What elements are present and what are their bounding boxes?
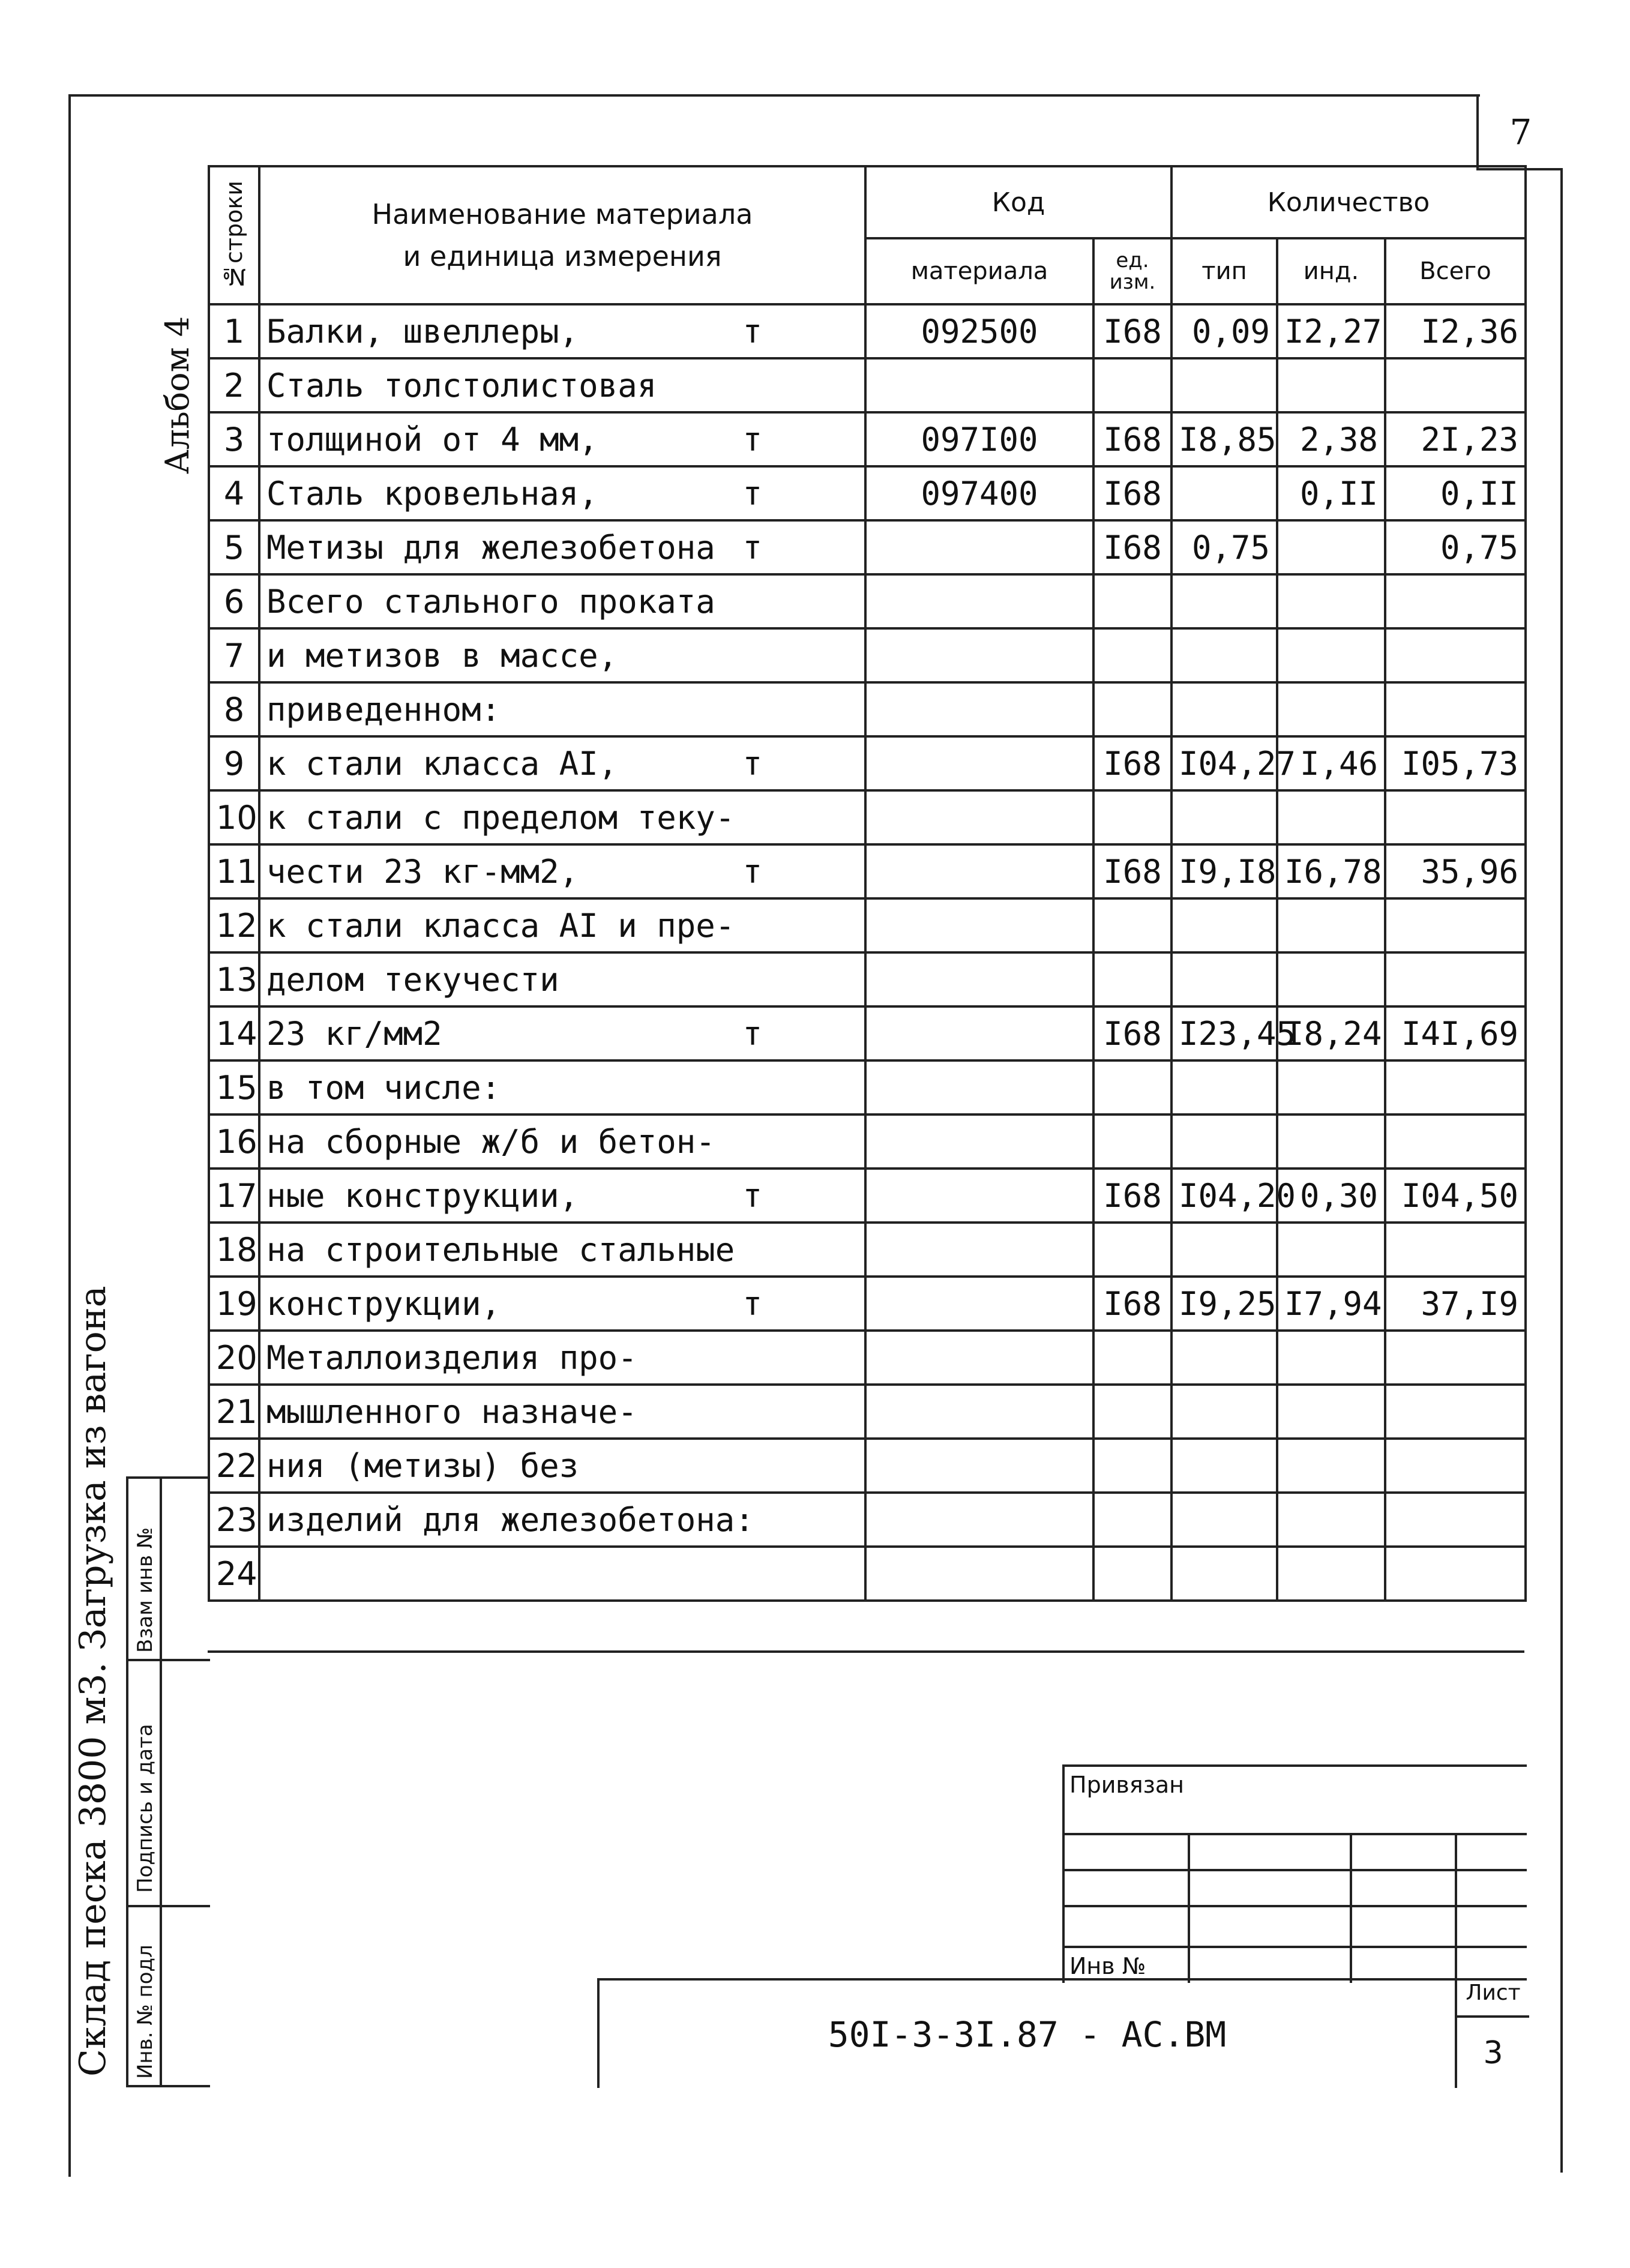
header-name: Наименование материала и единица измерения xyxy=(259,166,865,304)
qty-typ: I04,27 xyxy=(1171,736,1277,790)
sheet-number: 7 xyxy=(1476,96,1563,170)
material-code xyxy=(865,1385,1093,1439)
side-stamp xyxy=(126,1476,210,2087)
material-unit: т xyxy=(742,420,762,459)
qty-typ xyxy=(1171,574,1277,628)
qty-ind xyxy=(1277,1331,1385,1385)
doc-code: 50I-3-3I.87 - АС.ВМ xyxy=(828,2014,1227,2055)
material-name-text: изделий для железобетона: xyxy=(266,1500,754,1539)
material-name xyxy=(259,574,865,628)
qty-total xyxy=(1385,628,1526,682)
qty-typ xyxy=(1171,952,1277,1006)
qty-total xyxy=(1385,898,1526,952)
list-label: Лист xyxy=(1457,1981,1529,2018)
qty-ind: I8,24 xyxy=(1277,1006,1385,1060)
row-number: 24 xyxy=(209,1547,259,1601)
material-name xyxy=(259,412,865,466)
material-name xyxy=(259,1060,865,1114)
qty-total xyxy=(1385,1439,1526,1493)
table-row xyxy=(209,736,1526,790)
unit-code xyxy=(1093,1547,1171,1601)
qty-total: 0,II xyxy=(1385,466,1526,520)
material-unit: т xyxy=(742,852,762,891)
unit-code xyxy=(1093,1223,1171,1277)
qty-typ xyxy=(1171,1439,1277,1493)
header-q-typ: тип xyxy=(1171,238,1277,304)
qty-total: 35,96 xyxy=(1385,844,1526,898)
unit-code: I68 xyxy=(1093,1006,1171,1060)
unit-code xyxy=(1093,1114,1171,1169)
qty-total xyxy=(1385,952,1526,1006)
qty-typ: I8,85 xyxy=(1171,412,1277,466)
table-row xyxy=(209,520,1526,574)
material-name-text: 23 кг/мм2 xyxy=(266,1014,442,1053)
project-title: Склад песка 3800 м3. Загрузка из вагона xyxy=(72,1286,114,2077)
unit-code xyxy=(1093,574,1171,628)
row-number: 19 xyxy=(209,1277,259,1331)
material-name xyxy=(259,304,865,358)
row-number: 22 xyxy=(209,1439,259,1493)
qty-typ xyxy=(1171,1547,1277,1601)
row-number: 15 xyxy=(209,1060,259,1114)
row-number: 18 xyxy=(209,1223,259,1277)
material-name xyxy=(259,628,865,682)
material-code xyxy=(865,736,1093,790)
header-code: Код xyxy=(865,166,1171,238)
material-code xyxy=(865,574,1093,628)
vzam-inv-label: Взам инв № xyxy=(133,1527,157,1653)
unit-code xyxy=(1093,952,1171,1006)
header-row-no: №строки xyxy=(209,166,259,304)
list-number: 3 xyxy=(1483,2035,1503,2071)
unit-code xyxy=(1093,682,1171,736)
qty-typ xyxy=(1171,790,1277,844)
qty-ind xyxy=(1277,358,1385,412)
qty-ind xyxy=(1277,1060,1385,1114)
table-row xyxy=(209,898,1526,952)
table-row xyxy=(209,1385,1526,1439)
qty-total: 37,I9 xyxy=(1385,1277,1526,1331)
material-code xyxy=(865,844,1093,898)
qty-ind xyxy=(1277,1385,1385,1439)
material-name xyxy=(259,1331,865,1385)
material-code: 097I00 xyxy=(865,412,1093,466)
material-name-text: Сталь кровельная, xyxy=(266,474,598,513)
podpis-data-label: Подпись и дата xyxy=(133,1724,157,1893)
material-code xyxy=(865,1547,1093,1601)
material-unit: т xyxy=(742,744,762,783)
qty-typ xyxy=(1171,1493,1277,1547)
qty-total xyxy=(1385,790,1526,844)
qty-ind xyxy=(1277,1223,1385,1277)
material-name-text: на сборные ж/б и бетон- xyxy=(266,1122,715,1161)
row-number: 4 xyxy=(209,466,259,520)
row-number: 8 xyxy=(209,682,259,736)
unit-code: I68 xyxy=(1093,844,1171,898)
qty-ind: I7,94 xyxy=(1277,1277,1385,1331)
qty-total xyxy=(1385,1385,1526,1439)
qty-ind xyxy=(1277,952,1385,1006)
row-number: 20 xyxy=(209,1331,259,1385)
material-name-text: ные конструкции, xyxy=(266,1176,579,1215)
privyazan-label: Привязан xyxy=(1069,1772,1184,1798)
table-row xyxy=(209,304,1526,358)
row-number: 13 xyxy=(209,952,259,1006)
material-unit: т xyxy=(742,1176,762,1215)
material-code: 092500 xyxy=(865,304,1093,358)
material-name-text: толщиной от 4 мм, xyxy=(266,420,598,459)
material-name-text: Метизы для железобетона xyxy=(266,528,715,567)
material-name-text: в том числе: xyxy=(266,1068,501,1107)
table-row xyxy=(209,574,1526,628)
table-row xyxy=(209,1277,1526,1331)
row-number: 12 xyxy=(209,898,259,952)
table-row xyxy=(209,1169,1526,1223)
row-number: 9 xyxy=(209,736,259,790)
qty-total xyxy=(1385,1493,1526,1547)
material-name-text: к стали класса АI, xyxy=(266,744,618,783)
material-unit: т xyxy=(742,312,762,350)
material-name xyxy=(259,682,865,736)
unit-code: I68 xyxy=(1093,304,1171,358)
material-code xyxy=(865,1493,1093,1547)
material-name xyxy=(259,1223,865,1277)
material-code xyxy=(865,1439,1093,1493)
table-row xyxy=(209,358,1526,412)
material-code xyxy=(865,1223,1093,1277)
material-unit: т xyxy=(742,1014,762,1053)
material-code xyxy=(865,682,1093,736)
unit-code xyxy=(1093,1493,1171,1547)
qty-ind: 0,II xyxy=(1277,466,1385,520)
material-name-text: делом текучести xyxy=(266,960,559,999)
qty-total: I4I,69 xyxy=(1385,1006,1526,1060)
header-quantity: Количество xyxy=(1171,166,1526,238)
material-name-text: конструкции, xyxy=(266,1284,501,1323)
qty-total: 0,75 xyxy=(1385,520,1526,574)
qty-total xyxy=(1385,358,1526,412)
material-name xyxy=(259,520,865,574)
qty-typ xyxy=(1171,1331,1277,1385)
qty-total: I05,73 xyxy=(1385,736,1526,790)
qty-typ xyxy=(1171,1385,1277,1439)
table-row xyxy=(209,844,1526,898)
header-q-total: Всего xyxy=(1385,238,1526,304)
qty-typ: I23,45 xyxy=(1171,1006,1277,1060)
table-row xyxy=(209,1547,1526,1601)
row-number: 10 xyxy=(209,790,259,844)
material-code xyxy=(865,1331,1093,1385)
table-row xyxy=(209,628,1526,682)
material-unit: т xyxy=(742,474,762,513)
material-code xyxy=(865,790,1093,844)
material-name xyxy=(259,1385,865,1439)
unit-code xyxy=(1093,358,1171,412)
table-row xyxy=(209,682,1526,736)
material-code xyxy=(865,898,1093,952)
row-number: 14 xyxy=(209,1006,259,1060)
row-number: 2 xyxy=(209,358,259,412)
qty-typ: 0,09 xyxy=(1171,304,1277,358)
qty-ind: I,46 xyxy=(1277,736,1385,790)
qty-ind xyxy=(1277,628,1385,682)
unit-code xyxy=(1093,790,1171,844)
table-row xyxy=(209,466,1526,520)
material-unit: т xyxy=(742,1284,762,1323)
table-row xyxy=(209,1060,1526,1114)
privyazan-block xyxy=(1062,1764,1527,1983)
qty-total xyxy=(1385,1114,1526,1169)
qty-total: 2I,23 xyxy=(1385,412,1526,466)
material-name-text: Сталь толстолистовая xyxy=(266,366,657,405)
qty-ind xyxy=(1277,1493,1385,1547)
qty-total: I04,50 xyxy=(1385,1169,1526,1223)
table-row xyxy=(209,1223,1526,1277)
qty-typ: I9,25 xyxy=(1171,1277,1277,1331)
row-number: 3 xyxy=(209,412,259,466)
qty-typ xyxy=(1171,1060,1277,1114)
unit-code xyxy=(1093,1439,1171,1493)
material-name-text: Всего стального проката xyxy=(266,582,715,621)
frame-top-border xyxy=(68,94,1480,97)
qty-total xyxy=(1385,682,1526,736)
qty-typ: I04,20 xyxy=(1171,1169,1277,1223)
material-name xyxy=(259,1114,865,1169)
material-name-text: мышленного назначе- xyxy=(266,1392,637,1431)
row-number: 23 xyxy=(209,1493,259,1547)
qty-total xyxy=(1385,1547,1526,1601)
row-number: 11 xyxy=(209,844,259,898)
material-name xyxy=(259,358,865,412)
qty-typ xyxy=(1171,628,1277,682)
material-unit: т xyxy=(742,528,762,567)
row-number: 16 xyxy=(209,1114,259,1169)
material-name-text: к стали с пределом теку- xyxy=(266,798,735,837)
material-name-text: и метизов в массе, xyxy=(266,636,618,675)
frame-right-border xyxy=(1560,168,1563,2173)
qty-ind: I2,27 xyxy=(1277,304,1385,358)
qty-typ xyxy=(1171,358,1277,412)
table-row xyxy=(209,412,1526,466)
qty-typ xyxy=(1171,1223,1277,1277)
qty-typ xyxy=(1171,466,1277,520)
material-name xyxy=(259,1493,865,1547)
inv-no-label: Инв № xyxy=(1069,1953,1146,1979)
material-code xyxy=(865,1169,1093,1223)
qty-typ xyxy=(1171,682,1277,736)
qty-total xyxy=(1385,1223,1526,1277)
table-row xyxy=(209,1439,1526,1493)
material-code xyxy=(865,952,1093,1006)
row-number: 5 xyxy=(209,520,259,574)
unit-code: I68 xyxy=(1093,1277,1171,1331)
unit-code: I68 xyxy=(1093,466,1171,520)
material-name xyxy=(259,790,865,844)
header-code-material: материала xyxy=(865,238,1093,304)
material-name xyxy=(259,1277,865,1331)
table-row xyxy=(209,790,1526,844)
row-number: 7 xyxy=(209,628,259,682)
material-name xyxy=(259,898,865,952)
unit-code: I68 xyxy=(1093,412,1171,466)
row-number: 17 xyxy=(209,1169,259,1223)
table-row xyxy=(209,1006,1526,1060)
material-code xyxy=(865,520,1093,574)
qty-total xyxy=(1385,1331,1526,1385)
material-name xyxy=(259,1439,865,1493)
header-code-unit: ед. изм. xyxy=(1093,238,1171,304)
qty-ind xyxy=(1277,898,1385,952)
material-name-text: чести 23 кг-мм2, xyxy=(266,852,579,891)
table-row xyxy=(209,1493,1526,1547)
unit-code xyxy=(1093,628,1171,682)
material-name xyxy=(259,1547,865,1601)
unit-code: I68 xyxy=(1093,1169,1171,1223)
table-row xyxy=(209,1331,1526,1385)
table-row xyxy=(209,952,1526,1006)
unit-code xyxy=(1093,1060,1171,1114)
material-code xyxy=(865,358,1093,412)
qty-ind xyxy=(1277,682,1385,736)
qty-ind: I6,78 xyxy=(1277,844,1385,898)
qty-ind xyxy=(1277,790,1385,844)
header-q-ind: инд. xyxy=(1277,238,1385,304)
material-code xyxy=(865,1114,1093,1169)
unit-code xyxy=(1093,1331,1171,1385)
material-name xyxy=(259,736,865,790)
material-name xyxy=(259,1169,865,1223)
material-name xyxy=(259,952,865,1006)
material-code xyxy=(865,628,1093,682)
qty-total xyxy=(1385,1060,1526,1114)
frame-left-border xyxy=(68,94,71,2177)
row-number: 1 xyxy=(209,304,259,358)
material-name-text: к стали класса АI и пре- xyxy=(266,906,735,945)
unit-code xyxy=(1093,898,1171,952)
material-code xyxy=(865,1006,1093,1060)
material-name-text: Металлоизделия про- xyxy=(266,1338,637,1377)
qty-ind: 2,38 xyxy=(1277,412,1385,466)
material-code: 097400 xyxy=(865,466,1093,520)
material-name xyxy=(259,1006,865,1060)
material-name xyxy=(259,466,865,520)
qty-ind xyxy=(1277,1114,1385,1169)
qty-total: I2,36 xyxy=(1385,304,1526,358)
material-spec-table xyxy=(208,165,1527,1602)
material-name-text: ния (метизы) без xyxy=(266,1446,579,1485)
qty-typ: I9,I8 xyxy=(1171,844,1277,898)
album-label: Альбом 4 xyxy=(158,316,196,474)
row-number: 21 xyxy=(209,1385,259,1439)
inv-podl-label: Инв. № подл xyxy=(133,1945,157,2079)
material-name-text: на строительные стальные xyxy=(266,1230,735,1269)
qty-ind xyxy=(1277,574,1385,628)
qty-total xyxy=(1385,574,1526,628)
qty-ind xyxy=(1277,520,1385,574)
qty-ind: 0,30 xyxy=(1277,1169,1385,1223)
qty-ind xyxy=(1277,1547,1385,1601)
material-code xyxy=(865,1060,1093,1114)
qty-typ xyxy=(1171,1114,1277,1169)
qty-typ: 0,75 xyxy=(1171,520,1277,574)
qty-typ xyxy=(1171,898,1277,952)
unit-code xyxy=(1093,1385,1171,1439)
material-code xyxy=(865,1277,1093,1331)
row-number: 6 xyxy=(209,574,259,628)
qty-ind xyxy=(1277,1439,1385,1493)
material-name-text: Балки, швеллеры, xyxy=(266,312,579,350)
unit-code: I68 xyxy=(1093,520,1171,574)
doc-code-box xyxy=(597,1978,1527,2088)
material-name-text: приведенном: xyxy=(266,690,501,729)
unit-code: I68 xyxy=(1093,736,1171,790)
table-row xyxy=(209,1114,1526,1169)
material-name xyxy=(259,844,865,898)
